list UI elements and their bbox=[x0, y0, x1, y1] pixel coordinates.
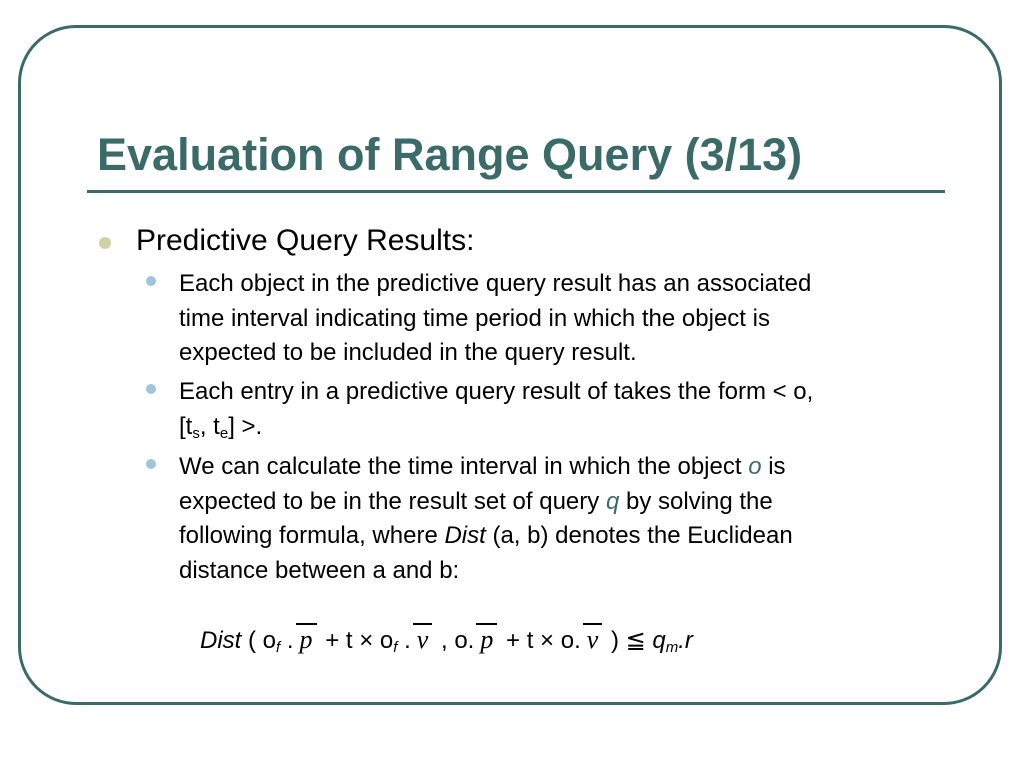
bullet-3-line-1 bbox=[179, 450, 959, 485]
bullet-3-line-2-end: by solving the bbox=[619, 487, 773, 515]
vector-p-2 bbox=[474, 620, 499, 660]
formula-r: .r bbox=[678, 627, 693, 654]
overline-bar bbox=[476, 623, 497, 625]
bullet-dot-3 bbox=[146, 459, 156, 469]
bullet-2 bbox=[179, 375, 959, 444]
formula-mid: , o. bbox=[434, 627, 475, 654]
bullet-2-comma: , t bbox=[199, 412, 220, 440]
bullet-1-line-3: expected to be included in the query result. bbox=[179, 339, 637, 366]
bullet-dot-level1 bbox=[99, 237, 111, 249]
vector-p-1-symbol: p bbox=[299, 625, 313, 654]
bullet-3-line-3-end: (a, b) denotes the Euclidean bbox=[485, 522, 793, 549]
dist-word: Dist bbox=[444, 522, 486, 549]
bullet-3-line-2-text: expected to be in the result set of query bbox=[179, 487, 606, 515]
bullet-dot-2 bbox=[146, 384, 156, 394]
subscript-s: s bbox=[192, 424, 200, 442]
formula-plus-1: + t × o bbox=[318, 627, 394, 654]
slide-title: Evaluation of Range Query (3/13) bbox=[97, 129, 803, 180]
bullet-2-close: ] >. bbox=[228, 412, 263, 440]
formula-sub-m: m bbox=[665, 639, 679, 656]
bullet-2-open: [t bbox=[179, 412, 193, 440]
overline-bar bbox=[413, 623, 433, 625]
bullet-3 bbox=[179, 450, 959, 588]
vector-v-2-symbol: v bbox=[586, 625, 599, 654]
vector-p-2-symbol: p bbox=[480, 625, 494, 654]
bullet-3-line-3 bbox=[179, 519, 959, 554]
formula-sub-f1: f bbox=[276, 639, 281, 656]
formula-sub-f2: f bbox=[393, 639, 398, 656]
vector-v-2 bbox=[581, 620, 605, 660]
bullet-1 bbox=[179, 267, 959, 371]
formula-dist: Dist bbox=[200, 627, 242, 654]
distance-formula bbox=[200, 620, 693, 668]
bullet-3-line-4: distance between a and b: bbox=[179, 556, 460, 584]
overline-bar bbox=[583, 623, 603, 625]
vector-v-1 bbox=[411, 620, 435, 660]
bullet-3-line-2 bbox=[179, 485, 959, 520]
formula-plus-2: + t × o. bbox=[499, 627, 581, 654]
title-divider bbox=[87, 190, 945, 193]
bullet-3-line-1-end: is bbox=[761, 453, 786, 480]
overline-bar bbox=[296, 623, 317, 625]
bullet-1-line-2: time interval indicating time period in which the object is bbox=[179, 304, 770, 332]
formula-close: ) ≦ bbox=[604, 627, 653, 654]
formula-dot-1: . bbox=[280, 627, 294, 654]
variable-q: q bbox=[605, 487, 620, 515]
bullet-3-line-3-text: following formula, where bbox=[179, 522, 445, 549]
section-heading: Predictive Query Results: bbox=[136, 224, 475, 257]
subscript-e: e bbox=[219, 424, 229, 442]
bullet-3-line-1-text: We can calculate the time interval in which the object bbox=[179, 453, 749, 480]
formula-q: q bbox=[652, 627, 666, 654]
vector-v-1-symbol: v bbox=[416, 625, 429, 654]
bullet-dot-1 bbox=[146, 276, 156, 286]
bullet-2-line-1: Each entry in a predictive query result of takes the form < o, bbox=[179, 378, 814, 405]
formula-dot-2: . bbox=[397, 627, 411, 654]
vector-p-1 bbox=[294, 620, 319, 660]
bullet-1-line-1: Each object in the predictive query result has an associated bbox=[179, 270, 812, 297]
formula-open: ( o bbox=[241, 627, 277, 654]
bullet-2-line-2 bbox=[179, 410, 959, 445]
variable-o: o bbox=[748, 453, 762, 480]
